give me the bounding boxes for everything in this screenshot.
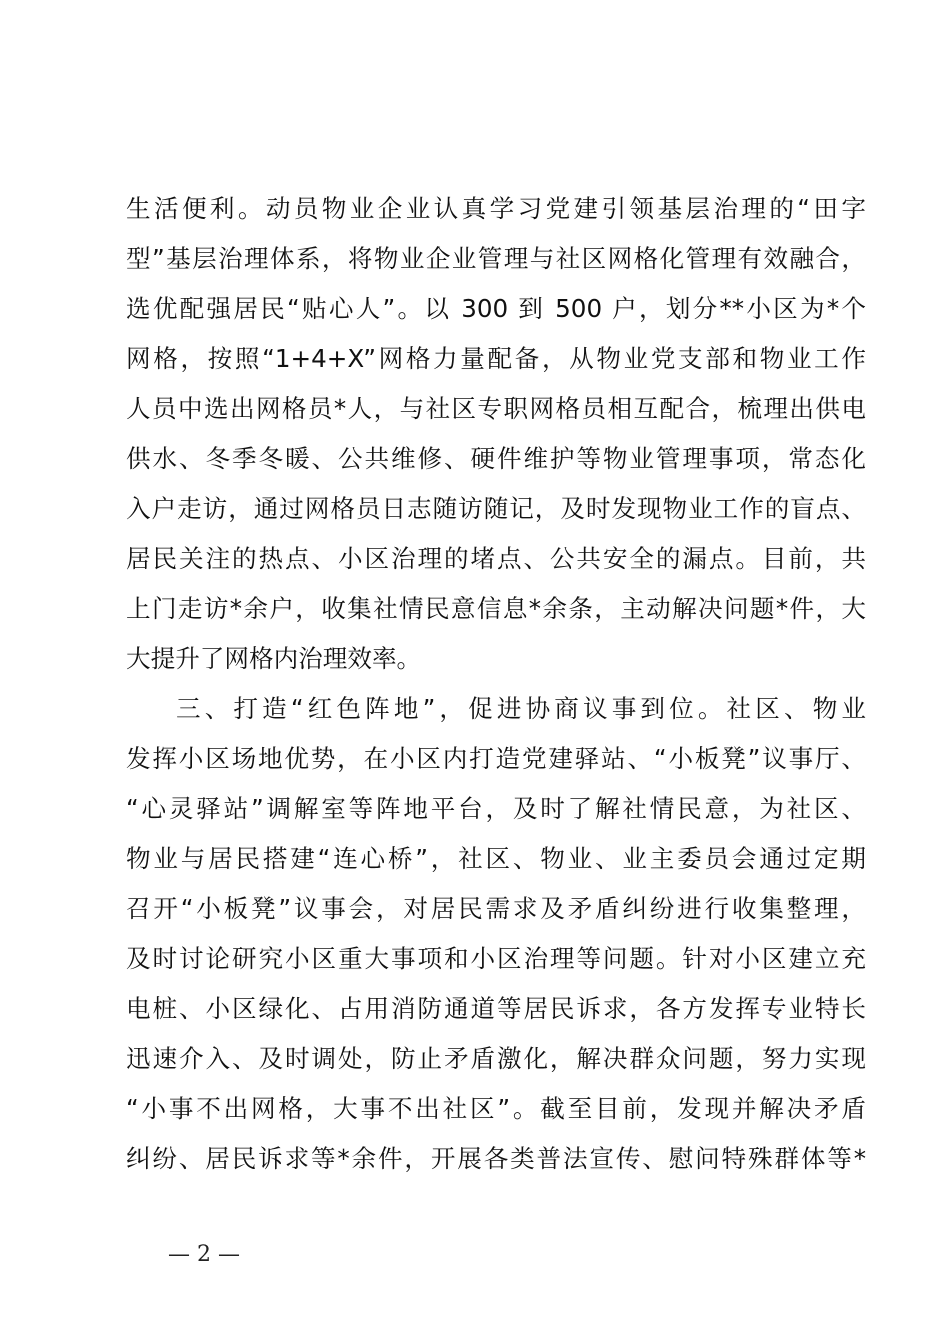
body-text-line: 物业与居民搭建“连心桥”，社区、物业、业主委员会通过定期 (126, 844, 866, 873)
body-text-line: 召开“小板凳”议事会，对居民需求及矛盾纠纷进行收集整理， (126, 894, 866, 923)
body-text-line: 选优配强居民“贴心人”。以 300 到 500 户，划分**小区为*个 (126, 294, 866, 323)
body-text-line: 电桩、小区绿化、占用消防通道等居民诉求，各方发挥专业特长 (126, 994, 866, 1023)
body-text-line: 生活便利。动员物业企业认真学习党建引领基层治理的“田字 (126, 194, 866, 223)
body-text-line: 大提升了网格内治理效率。 (126, 644, 422, 673)
body-text-line: 人员中选出网格员*人，与社区专职网格员相互配合，梳理出供电 (126, 394, 866, 423)
body-text-line: 型”基层治理体系，将物业企业管理与社区网格化管理有效融合， (126, 244, 866, 273)
section-heading-line: 三、打造“红色阵地”，促进协商议事到位。社区、物业 (176, 694, 866, 723)
body-text-line: “心灵驿站”调解室等阵地平台，及时了解社情民意，为社区、 (126, 794, 866, 823)
body-text-line: 及时讨论研究小区重大事项和小区治理等问题。针对小区建立充 (126, 944, 866, 973)
body-text-line: 居民关注的热点、小区治理的堵点、公共安全的漏点。目前，共 (126, 544, 866, 573)
body-text-line: 纠纷、居民诉求等*余件，开展各类普法宣传、慰问特殊群体等* (126, 1144, 866, 1173)
body-text-line: 上门走访*余户，收集社情民意信息*余条，主动解决问题*件，大 (126, 594, 866, 623)
body-text-line: 网格，按照“1+4+X”网格力量配备，从物业党支部和物业工作 (126, 344, 866, 373)
body-text-line: 供水、冬季冬暖、公共维修、硬件维护等物业管理事项，常态化 (126, 444, 866, 473)
body-text-line: 迅速介入、及时调处，防止矛盾激化，解决群众问题，努力实现 (126, 1044, 866, 1073)
body-text-line: “小事不出网格，大事不出社区”。截至目前，发现并解决矛盾 (126, 1094, 866, 1123)
page-number: — 2 — (168, 1242, 240, 1267)
body-text-line: 发挥小区场地优势，在小区内打造党建驿站、“小板凳”议事厅、 (126, 744, 866, 773)
body-text-line: 入户走访，通过网格员日志随访随记，及时发现物业工作的盲点、 (126, 494, 866, 523)
